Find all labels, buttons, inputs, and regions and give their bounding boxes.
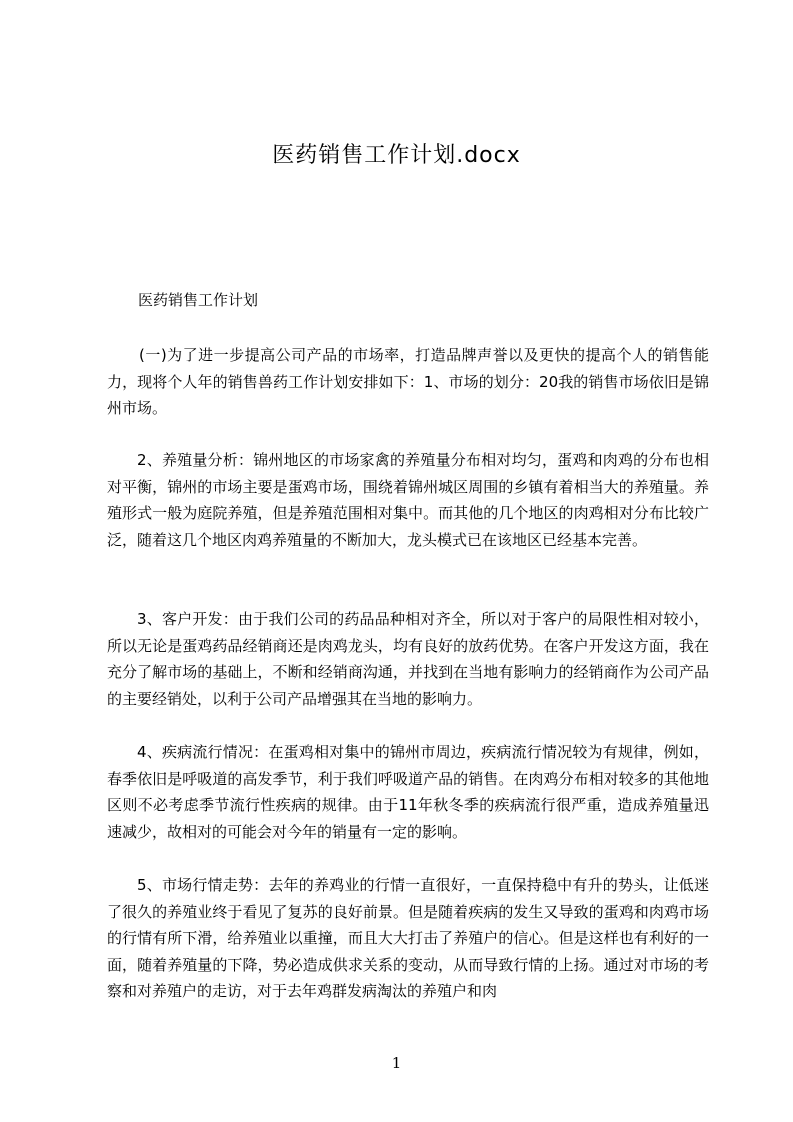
page-number: 1	[391, 1054, 402, 1072]
document-title: 医药销售工作计划.docx	[272, 143, 521, 168]
paragraph-customer-development: 3、客户开发：由于我们公司的药品品种相对齐全，所以对于客户的局限性相对较小，所以无论是蛋鸡药品经销商还是肉鸡龙头，均有良好的放药优势。在客户开发这方面，我在充分了解市场的基础上，不断和经销商沟通，并找到在当地有影响力的经销商作为公司产品的主要经销处，以利于公司产品增强其在当地的影响力。	[107, 610, 709, 708]
document-subtitle: 医药销售工作计划	[138, 291, 259, 309]
paragraph-disease-situation: 4、疾病流行情况：在蛋鸡相对集中的锦州市周边，疾病流行情况较为有规律，例如，春季依旧是呼吸道的高发季节，利于我们呼吸道产品的销售。在肉鸡分布相对较多的其他地区则不必考虑季节流行性疾病的规律。由于11年秋冬季的疾病流行很严重，造成养殖量迅速减少，故相对的可能会对今年的销量有一定的影响。	[107, 743, 709, 841]
paragraph-market-division: (一)为了进一步提高公司产品的市场率，打造品牌声誉以及更快的提高个人的销售能力，现将个人年的销售兽药工作计划安排如下：1、市场的划分：20我的销售市场依旧是锦州市场。	[107, 346, 709, 417]
paragraph-market-trend: 5、市场行情走势：去年的养鸡业的行情一直很好，一直保持稳中有升的势头，让低迷了很久的养殖业终于看见了复苏的良好前景。但是随着疾病的发生又导致的蛋鸡和肉鸡市场的行情有所下滑，给养殖业以重撞，而且大大打击了养殖户的信心。但是这样也有利好的一面，随着养殖量的下降，势必造成供求关系的变动，从而导致行情的上扬。通过对市场的考察和对养殖户的走访，对于去年鸡群发病淘汰的养殖户和肉	[107, 876, 709, 1000]
paragraph-breeding-analysis: 2、养殖量分析：锦州地区的市场家禽的养殖量分布相对均匀，蛋鸡和肉鸡的分布也相对平衡，锦州的市场主要是蛋鸡市场，围绕着锦州城区周围的乡镇有着相当大的养殖量。养殖形式一般为庭院养殖，但是养殖范围相对集中。而其他的几个地区的肉鸡相对分布比较广泛，随着这几个地区肉鸡养殖量的不断加大，龙头模式已在该地区已经基本完善。	[107, 451, 709, 549]
